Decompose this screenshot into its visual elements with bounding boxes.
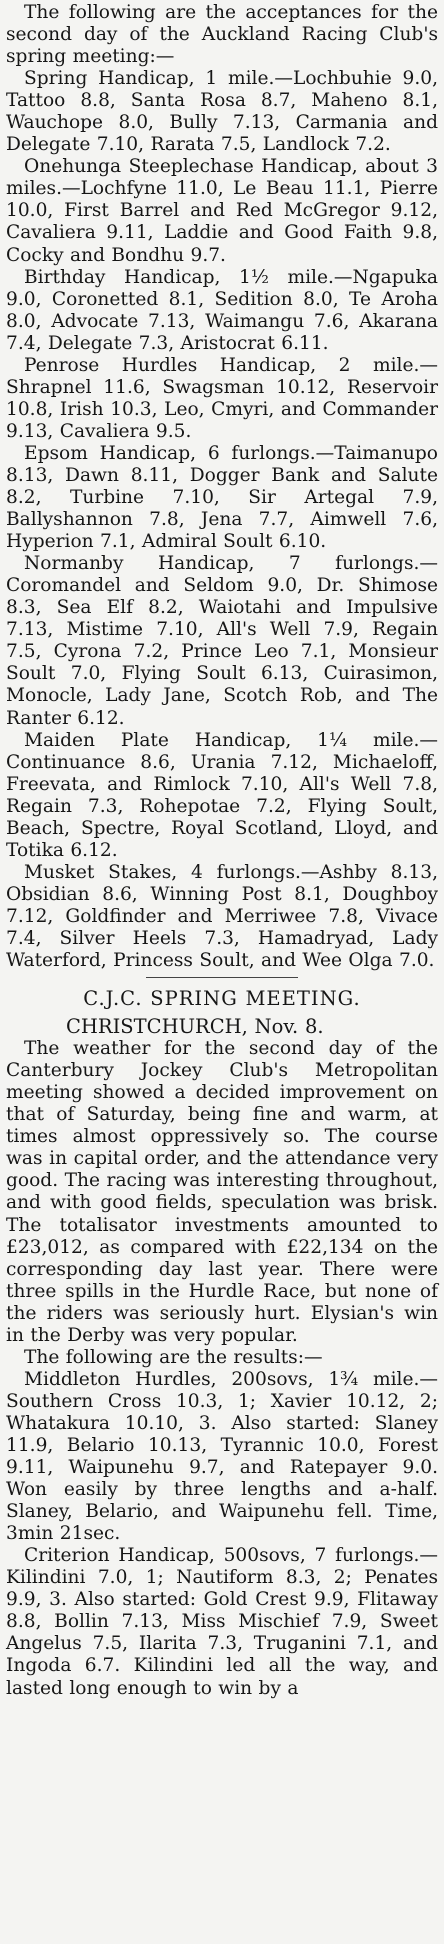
race-maiden-plate: Maiden Plate Handicap, 1¼ mile.—Continuance 8.6, Urania 7.12, Michaeloff, Freevata, and Rimlock 7.10, All's Well 7.8, Regain 7.3, Rohepotae 7.2, Flying Soult, Beach, Spectre, Royal Scotland, Lloyd, and Totika 6.12. — [6, 729, 438, 861]
race-epsom-handicap: Epsom Handicap, 6 furlongs.—Taimanupo 8.13, Dawn 8.11, Dogger Bank and Salute 8.2, Turbine 7.10, Sir Artegal 7.9, Ballyshannon 7.8, Jena 7.7, Aimwell 7.6, Hyperion 7.1, Admiral Soult 6.10. — [6, 442, 438, 553]
race-musket-stakes: Musket Stakes, 4 furlongs.—Ashby 8.13, Obsidian 8.6, Winning Post 8.1, Doughboy 7.12, Goldfinder and Merriwee 7.8, Vivace 7.4, Silver Heels 7.3, Hamadryad, Lady Waterford, Princess Soult, and Wee Olga 7.0. — [6, 861, 438, 972]
meeting-report: The weather for the second day of the Canterbury Jockey Club's Metropolitan meeting showed a decided improvement on that of Saturday, being fine and warm, at times almost oppressively so. The course was in capital order, and the attendance very good. The racing was interesting throughout, and with good fields, speculation was brisk. The totalisator investments amounted to £23,012, as compared with £22,134 on the corresponding day last year. There were three spills in the Hurdle Race, but none of the riders was seriously hurt. Elysian's win in the Derby was very popular. — [6, 1038, 438, 1346]
section-heading: C.J.C. SPRING MEETING. — [83, 987, 361, 1011]
race-spring-handicap: Spring Handicap, 1 mile.—Lochbuhie 9.0, Tattoo 8.8, Santa Rosa 8.7, Maheno 8.1, Wauchope 8.0, Bully 7.13, Carmania and Delegate 7.10, Rarata 7.5, Landlock 7.2. — [6, 68, 438, 156]
results-intro: The following are the results:— — [24, 1346, 323, 1368]
result-criterion-handicap: Criterion Handicap, 500sovs, 7 furlongs.—Kilindini 7.0, 1; Nautiform 8.3, 2; Penates 9.9, 3. Also started: Gold Crest 9.9, Flitaway 8.8, Bollin 7.13, Miss Mischief 7.9, Sweet Angelus 7.5, Ilarita 7.3, Truganini 7.1, and Ingoda 6.7. Kilindini led all the way, and lasted long enough to win by a — [6, 1545, 438, 1699]
race-birthday-handicap: Birthday Handicap, 1½ mile.—Ngapuka 9.0, Coronetted 8.1, Sedition 8.0, Te Aroha 8.0, Advocate 7.13, Waimangu 7.6, Akarana 7.4, Delegate 7.3, Aristocrat 6.11. — [6, 266, 438, 354]
race-onehunga-steeplechase: Onehunga Steeplechase Handicap, about 3 miles.—Lochfyne 11.0, Le Beau 11.1, Pierre 10.0, First Barrel and Red McGregor 9.12, Cavaliera 9.11, Laddie and Good Faith 9.8, Cocky and Bondhu 9.7. — [6, 156, 438, 266]
race-penrose-hurdles: Penrose Hurdles Handicap, 2 mile.—Shrapnel 11.6, Swagsman 10.12, Reservoir 10.8, Irish 10.3, Leo, Cmyri, and Commander 9.13, Cavaliera 9.5. — [6, 354, 438, 442]
race-normanby-handicap: Normanby Handicap, 7 furlongs.—Coromandel and Seldom 9.0, Dr. Shimose 8.3, Sea Elf 8.2, Waiotahi and Impulsive 7.13, Mistime 7.10, All's Well 7.9, Regain 7.5, Cyrona 7.2, Prince Leo 7.1, Monsieur Soult 7.0, Flying Soult 6.13, Cuirasimon, Monocle, Lady Jane, Scotch Rob, and The Ranter 6.12. — [6, 553, 438, 729]
auckland-intro: The following are the acceptances for the second day of the Auckland Racing Club's spring meeting:— — [6, 2, 438, 68]
section-divider — [146, 977, 298, 978]
dateline: CHRISTCHURCH, Nov. 8. — [66, 1015, 324, 1039]
result-middleton-hurdles: Middleton Hurdles, 200sovs, 1¾ mile.—Southern Cross 10.3, 1; Xavier 10.12, 2; Whatakura 10.10, 3. Also started: Slaney 11.9, Belario 10.13, Tyrannic 10.0, Forest 9.11, Waipunehu 9.7, and Ratepayer 9.0. Won easily by three lengths and a-half. Slaney, Belario, and Waipunehu fell. Time, 3min 21sec. — [6, 1368, 438, 1545]
